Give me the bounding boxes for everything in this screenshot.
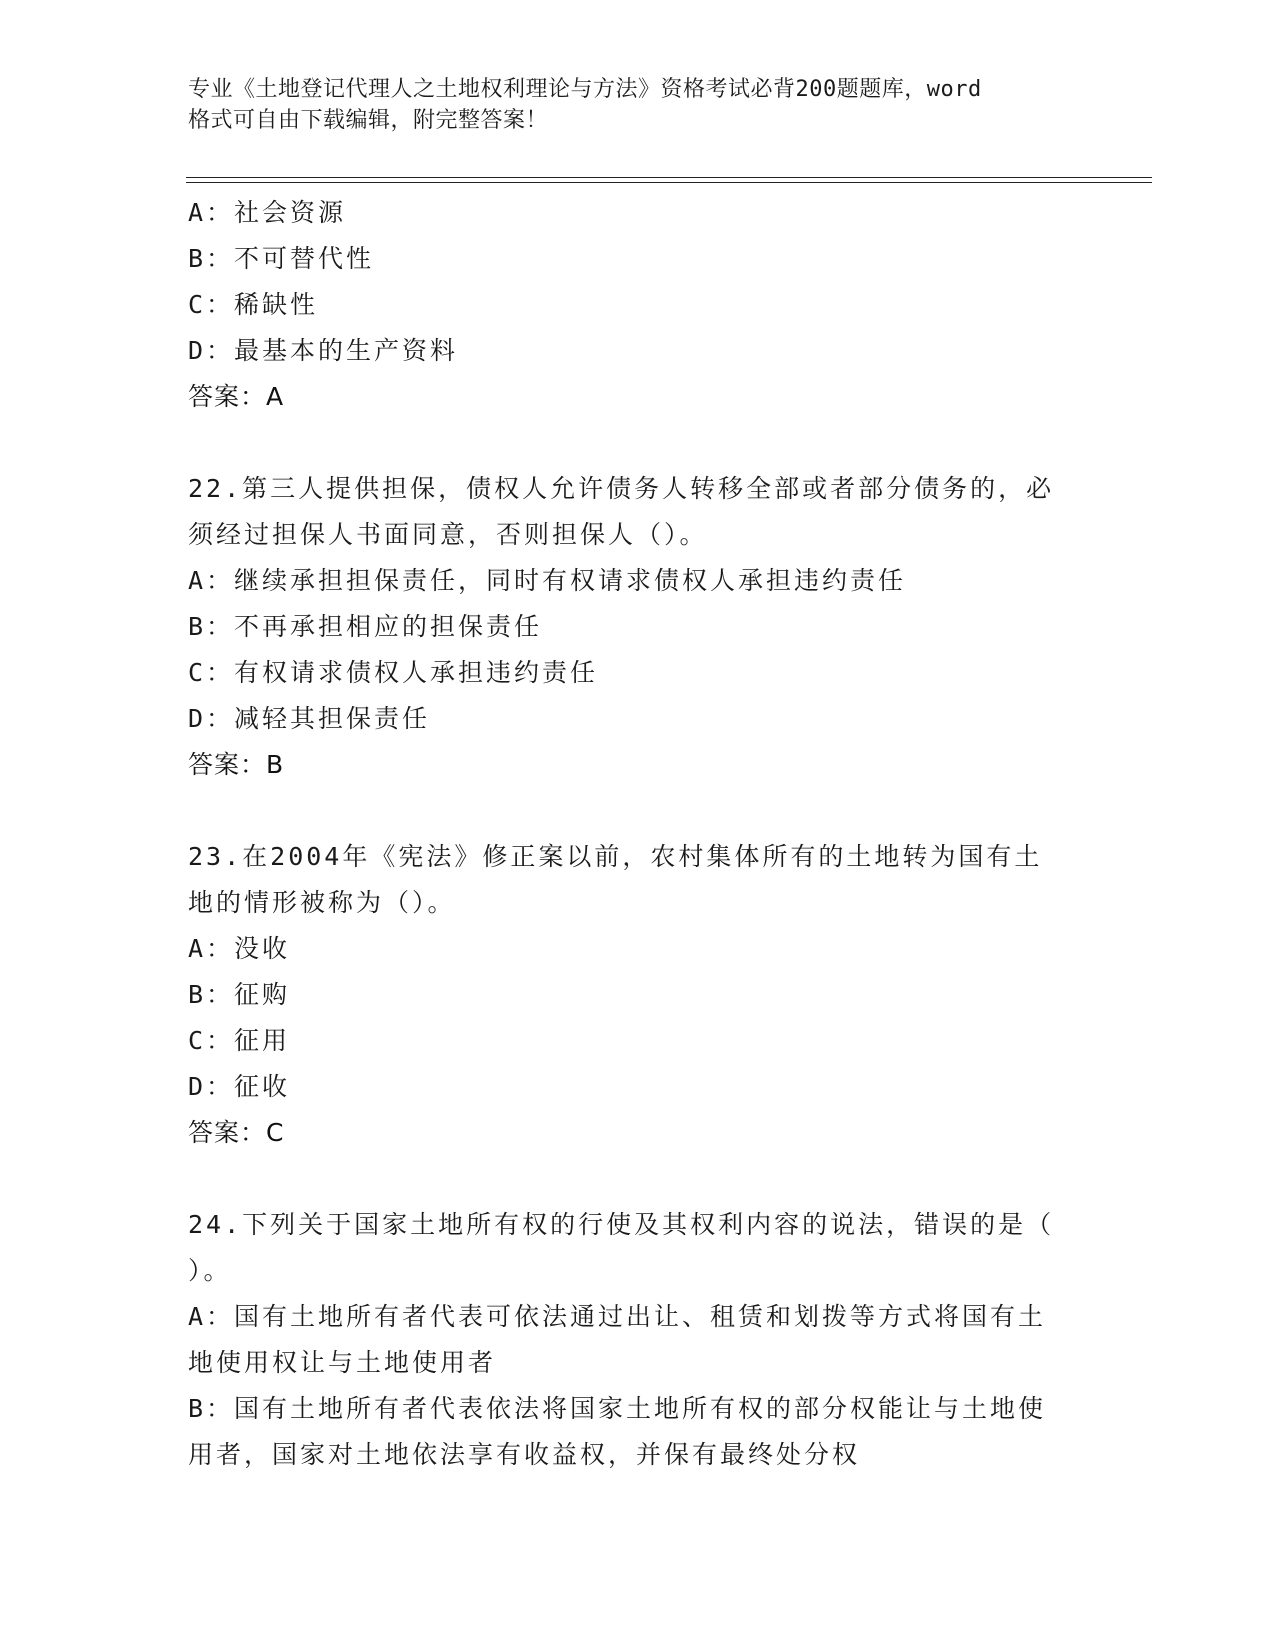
option-c: C：稀缺性 xyxy=(188,290,319,319)
question-list xyxy=(188,190,1088,1478)
answer-label: 答案：B xyxy=(188,750,285,779)
option-d: D：征收 xyxy=(188,1072,291,1101)
option-b: B：征购 xyxy=(188,980,291,1009)
option-a-line-1: A：国有土地所有者代表可依法通过出让、租赁和划拨等方式将国有土 xyxy=(188,1302,1047,1331)
answer-label: 答案：C xyxy=(188,1118,285,1147)
spacer xyxy=(188,420,1088,466)
spacer xyxy=(188,788,1088,834)
question-21-options xyxy=(188,190,1088,420)
option-a-line-2: 地使用权让与土地使用者 xyxy=(188,1348,497,1377)
option-d: D：减轻其担保责任 xyxy=(188,704,431,733)
question-22 xyxy=(188,466,1088,788)
header-title-line-2: 格式可自由下载编辑，附完整答案！ xyxy=(188,108,549,133)
option-a: A：社会资源 xyxy=(188,198,347,227)
question-23 xyxy=(188,834,1088,1156)
option-a: A：没收 xyxy=(188,934,291,963)
header-divider xyxy=(186,177,1152,183)
document-header xyxy=(188,74,1068,136)
question-24 xyxy=(188,1202,1088,1478)
option-d: D：最基本的生产资料 xyxy=(188,336,459,365)
spacer xyxy=(188,1156,1088,1202)
question-stem-line-1: 22.第三人提供担保，债权人允许债务人转移全部或者部分债务的，必 xyxy=(188,474,1055,503)
option-c: C：有权请求债权人承担违约责任 xyxy=(188,658,599,687)
option-c: C：征用 xyxy=(188,1026,291,1055)
option-b: B：不可替代性 xyxy=(188,244,375,273)
question-stem-line-1: 24.下列关于国家土地所有权的行使及其权利内容的说法，错误的是（ xyxy=(188,1210,1055,1239)
question-stem-line-2: ）。 xyxy=(188,1256,232,1285)
option-b: B：不再承担相应的担保责任 xyxy=(188,612,543,641)
question-stem-line-2: 地的情形被称为（）。 xyxy=(188,888,456,917)
question-stem-line-1: 23.在2004年《宪法》修正案以前，农村集体所有的土地转为国有土 xyxy=(188,842,1043,871)
header-title-line-1: 专业《土地登记代理人之土地权利理论与方法》资格考试必背200题题库，word xyxy=(188,77,982,102)
option-b-line-2: 用者，国家对土地依法享有收益权，并保有最终处分权 xyxy=(188,1440,861,1469)
answer-label: 答案：A xyxy=(188,382,285,411)
question-stem-line-2: 须经过担保人书面同意，否则担保人（）。 xyxy=(188,520,708,549)
option-a: A：继续承担担保责任，同时有权请求债权人承担违约责任 xyxy=(188,566,907,595)
option-b-line-1: B：国有土地所有者代表依法将国家土地所有权的部分权能让与土地使 xyxy=(188,1394,1047,1423)
